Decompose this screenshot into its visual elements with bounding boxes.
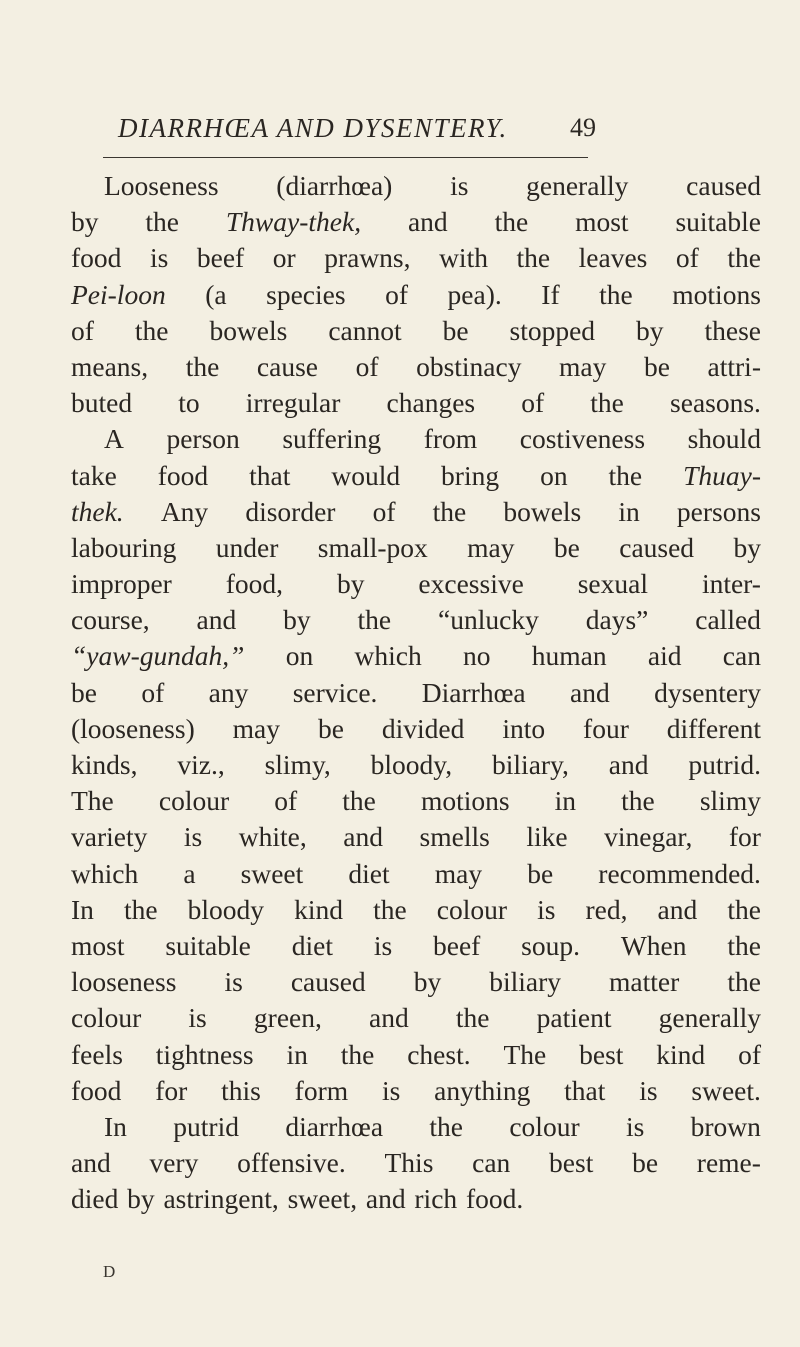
body-text <box>71 168 761 1217</box>
word: by <box>733 531 761 563</box>
word: by <box>636 314 664 346</box>
word: any <box>208 676 249 708</box>
word: is <box>625 1110 645 1142</box>
word: and <box>71 1147 111 1179</box>
word: the <box>455 1002 490 1034</box>
word: best <box>549 1147 594 1179</box>
word: the <box>608 459 643 491</box>
word: When <box>620 929 687 961</box>
word: the <box>123 893 158 925</box>
word: caused <box>290 966 366 998</box>
word: food <box>71 242 122 274</box>
word: means, <box>71 350 149 382</box>
word: recommended. <box>598 857 761 889</box>
word: cause <box>256 350 318 382</box>
word: bloody, <box>370 749 453 780</box>
text-line <box>71 638 761 674</box>
text-line <box>71 711 761 747</box>
word: the <box>357 604 392 636</box>
word: for <box>155 1074 188 1106</box>
word: food <box>71 1074 122 1106</box>
text-line <box>71 1181 761 1217</box>
word: the <box>727 929 761 961</box>
word: rich <box>414 1183 458 1215</box>
text-line <box>71 819 761 855</box>
word: of <box>141 676 165 708</box>
word: may <box>559 350 607 382</box>
text-line <box>71 458 761 494</box>
word: on <box>285 640 314 672</box>
running-head <box>118 113 778 153</box>
word: stopped <box>509 314 596 346</box>
word: diet <box>291 929 333 961</box>
word: Looseness <box>104 170 219 201</box>
word: astringent, <box>163 1183 279 1215</box>
word: is <box>183 821 203 853</box>
text-line <box>71 783 761 819</box>
word: on <box>540 459 568 491</box>
word: be <box>632 1147 659 1179</box>
word: patient <box>536 1002 612 1034</box>
word: be <box>553 531 580 563</box>
word: tightness <box>155 1038 254 1070</box>
text-line <box>71 530 761 566</box>
text-line <box>71 313 761 349</box>
word: feels <box>71 1038 123 1070</box>
word: of <box>274 785 298 817</box>
word: pea). <box>447 278 502 310</box>
text-line <box>71 1109 761 1145</box>
word: the <box>145 206 179 238</box>
word: is <box>381 1074 401 1106</box>
word: of <box>355 350 379 382</box>
word: biliary, <box>492 749 569 780</box>
text-line <box>71 964 761 1000</box>
text-line <box>71 856 761 892</box>
word: kind <box>656 1038 706 1070</box>
word: is <box>639 1074 658 1106</box>
word: service. <box>292 676 378 708</box>
word: food, <box>225 568 284 600</box>
text-line <box>71 385 761 421</box>
word: and <box>608 749 649 780</box>
word: Pei-loon <box>71 278 166 310</box>
word: from <box>423 423 478 455</box>
word: be <box>442 314 469 346</box>
text-line <box>71 1073 761 1109</box>
word: (looseness) <box>71 712 195 744</box>
text-line <box>71 602 761 638</box>
word: caused <box>619 531 695 563</box>
word: is <box>224 966 243 998</box>
word: beef <box>196 242 245 274</box>
word: the <box>342 785 376 817</box>
word: biliary <box>489 966 562 998</box>
word: food <box>157 459 209 491</box>
running-title: DIARRHŒA AND DYSENTERY. <box>118 113 508 143</box>
word: in <box>618 495 640 527</box>
word: and <box>196 604 237 636</box>
word: is <box>149 242 169 274</box>
word: the <box>516 242 551 274</box>
word: should <box>687 423 761 455</box>
word: the <box>621 785 655 817</box>
word: by <box>336 568 365 600</box>
word: sweet <box>240 857 304 889</box>
word: slimy <box>699 785 761 817</box>
word: motions <box>420 785 510 817</box>
word: best <box>579 1038 624 1070</box>
word: died <box>71 1183 119 1215</box>
text-line <box>71 1145 761 1181</box>
text-line <box>71 421 761 457</box>
word: Diarrhœa <box>421 676 526 708</box>
word: and <box>657 893 698 925</box>
word: Any <box>160 495 209 527</box>
text-line <box>71 349 761 385</box>
text-line <box>71 277 761 313</box>
word: divided <box>381 712 465 744</box>
text-line <box>71 240 761 276</box>
word: person <box>166 423 240 455</box>
word: course, <box>71 604 150 636</box>
word: by <box>127 1183 155 1215</box>
text-line <box>71 928 761 964</box>
word: sexual <box>577 568 648 600</box>
word: be <box>527 857 554 889</box>
word: of <box>521 387 545 419</box>
word: smells <box>419 821 490 853</box>
text-line <box>71 1037 761 1073</box>
word: the <box>340 1038 375 1070</box>
word: bloody <box>187 893 265 925</box>
word: is <box>450 170 469 201</box>
word: may <box>434 857 483 889</box>
word: looseness <box>71 966 177 998</box>
word: offensive. <box>237 1147 346 1179</box>
text-line <box>71 204 761 240</box>
word: or <box>272 242 296 274</box>
word: of <box>385 278 409 310</box>
word: a <box>183 857 196 889</box>
text-line <box>71 494 761 530</box>
word: of <box>738 1038 761 1070</box>
word: prawns, <box>324 242 411 274</box>
word: which <box>71 857 139 889</box>
word: excessive <box>418 568 524 600</box>
word: Thway-thek, <box>225 206 362 238</box>
word: which <box>354 640 422 672</box>
word: In <box>71 893 94 925</box>
word: the <box>599 278 633 310</box>
word: and <box>570 676 610 708</box>
word: by <box>413 966 442 998</box>
word: the <box>590 387 624 419</box>
word: white, <box>238 821 307 853</box>
word: that <box>249 459 291 491</box>
word: can <box>722 640 761 672</box>
word: thek. <box>71 495 124 527</box>
word: sweet, <box>287 1183 358 1215</box>
word: into <box>502 712 546 744</box>
word: obstinacy <box>416 350 522 382</box>
word: suitable <box>675 206 761 238</box>
word: may <box>467 531 515 563</box>
word: with <box>439 242 488 274</box>
word: this <box>221 1074 261 1106</box>
word: by <box>283 604 311 636</box>
word: the <box>134 314 169 346</box>
word: suitable <box>165 929 251 961</box>
word: under <box>215 531 279 563</box>
word: caused <box>686 170 761 201</box>
word: leaves <box>578 242 648 274</box>
page-number: 49 <box>570 113 596 142</box>
word: of <box>372 495 396 527</box>
word: soup. <box>521 929 580 961</box>
word: matter <box>609 966 680 998</box>
text-line <box>71 566 761 602</box>
word: beef <box>433 929 481 961</box>
word: persons <box>676 495 761 527</box>
word: diarrhœa <box>285 1110 384 1142</box>
word: disorder <box>245 495 336 527</box>
word: chest. <box>407 1038 471 1070</box>
word: dysentery <box>654 676 761 708</box>
word: most <box>71 929 125 961</box>
word: irregular <box>245 387 341 419</box>
word: red, <box>585 893 628 925</box>
word: be <box>317 712 344 744</box>
word: The <box>71 785 114 817</box>
word: cannot <box>328 314 402 346</box>
word: (a <box>205 278 227 310</box>
word: and <box>407 206 448 238</box>
word: vinegar, <box>604 821 693 853</box>
word: the <box>494 206 529 238</box>
word: motions <box>672 278 761 310</box>
word: the <box>185 350 220 382</box>
word: costiveness <box>519 423 646 455</box>
text-line <box>71 747 761 783</box>
word: the <box>727 242 761 274</box>
word: generally <box>658 1002 761 1034</box>
word: the <box>727 893 761 925</box>
word: colour <box>71 1002 142 1034</box>
word: food. <box>465 1183 524 1215</box>
word: different <box>666 712 761 744</box>
word: A <box>104 423 124 455</box>
word: days” <box>585 604 649 636</box>
word: of <box>675 242 699 274</box>
word: putrid <box>173 1110 239 1142</box>
word: be <box>643 350 670 382</box>
word: form <box>294 1074 349 1106</box>
word: of <box>71 314 94 346</box>
word: called <box>695 604 761 636</box>
word: these <box>704 314 761 346</box>
word: is <box>537 893 556 925</box>
word: improper <box>71 568 172 600</box>
word: most <box>575 206 629 238</box>
word: small-pox <box>317 531 428 563</box>
word: and <box>343 821 383 853</box>
word: In <box>104 1110 127 1142</box>
word: attri- <box>707 350 761 382</box>
word: colour <box>509 1110 580 1142</box>
word: suffering <box>282 423 382 455</box>
word: and <box>365 1183 406 1215</box>
word: take <box>71 459 117 491</box>
word: reme- <box>696 1147 761 1179</box>
word: colour <box>158 785 230 817</box>
word: sweet. <box>691 1074 761 1106</box>
word: by <box>71 206 99 238</box>
header-rule <box>103 157 588 158</box>
word: be <box>71 676 97 708</box>
word: brown <box>690 1110 761 1142</box>
word: bring <box>441 459 500 491</box>
word: anything <box>434 1074 531 1106</box>
word: the <box>429 1110 463 1142</box>
word: in <box>286 1038 308 1070</box>
word: species <box>266 278 346 310</box>
word: like <box>526 821 568 853</box>
word: inter- <box>701 568 761 600</box>
text-line <box>71 675 761 711</box>
word: that <box>564 1074 606 1106</box>
word: aid <box>647 640 682 672</box>
word: seasons. <box>670 387 761 419</box>
word: “unlucky <box>438 604 539 636</box>
word: no <box>462 640 491 672</box>
word: and <box>369 1002 409 1034</box>
word: is <box>188 1002 207 1034</box>
word: putrid. <box>688 749 761 780</box>
word: the <box>727 966 761 998</box>
word: colour <box>436 893 507 925</box>
word: very <box>149 1147 199 1179</box>
word: diet <box>348 857 390 889</box>
word: “yaw-gundah,” <box>71 640 245 672</box>
word: generally <box>526 170 629 201</box>
word: This <box>384 1147 434 1179</box>
word: (diarrhœa) <box>276 170 393 201</box>
word: would <box>331 459 401 491</box>
word: for <box>728 821 761 853</box>
word: kind <box>294 893 343 925</box>
word: changes <box>386 387 476 419</box>
word: green, <box>253 1002 322 1034</box>
word: is <box>373 929 393 961</box>
word: viz., <box>177 749 225 780</box>
word: kinds, <box>71 749 138 780</box>
word: variety <box>71 821 148 853</box>
word: If <box>541 278 560 310</box>
word: human <box>531 640 607 672</box>
word: may <box>232 712 281 744</box>
word: in <box>554 785 577 817</box>
word: bowels <box>209 314 288 346</box>
word: the <box>432 495 467 527</box>
text-line <box>71 168 761 204</box>
word: buted <box>71 387 133 419</box>
word: slimy, <box>264 749 331 780</box>
word: Thuay- <box>683 459 761 491</box>
word: can <box>472 1147 511 1179</box>
signature-mark: D <box>103 1262 116 1281</box>
word: four <box>583 712 629 744</box>
word: bowels <box>503 495 582 527</box>
text-line <box>71 1000 761 1036</box>
word: to <box>178 387 200 419</box>
text-line <box>71 892 761 928</box>
word: labouring <box>71 531 177 563</box>
word: the <box>373 893 407 925</box>
word: The <box>503 1038 547 1070</box>
